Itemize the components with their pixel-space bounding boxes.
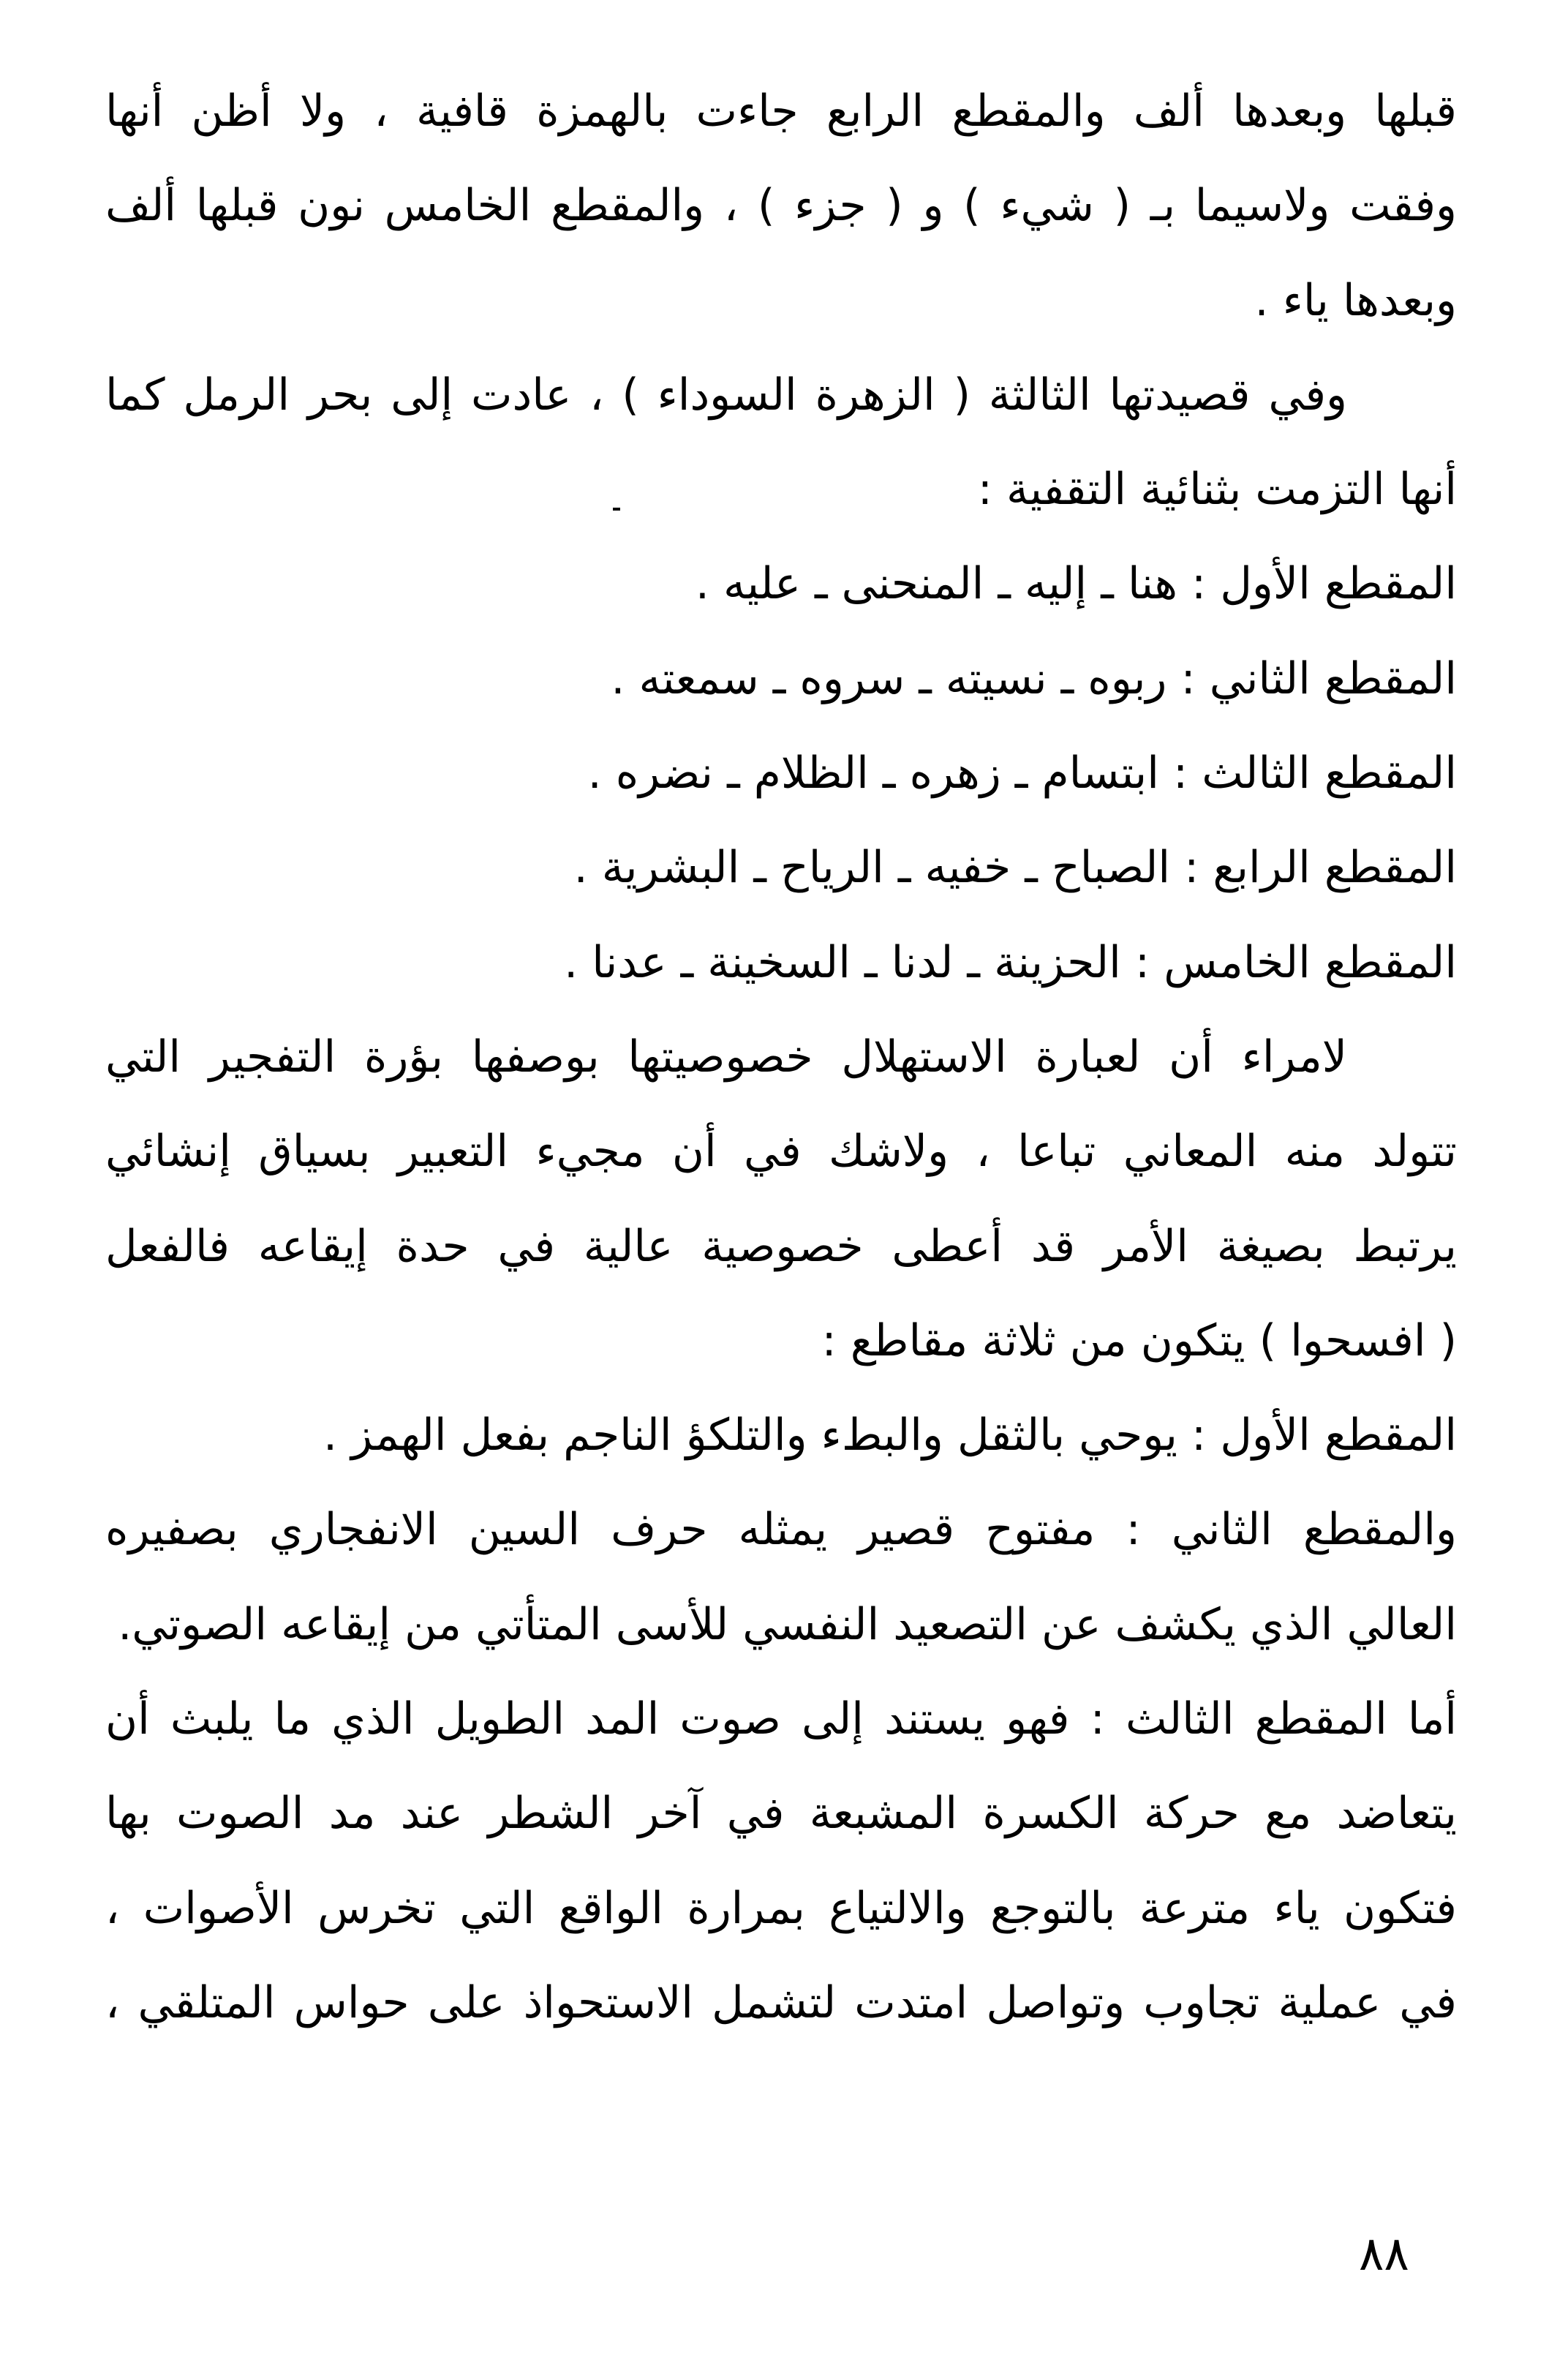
text-line-19: يتعاضد مع حركة الكسرة المشبعة في آخر الشطر عند مد الصوت بها — [105, 1788, 1457, 1840]
scan-artifact-mark — [613, 508, 620, 511]
text-line-1: قبلها وبعدها ألف والمقطع الرابع جاءت بالهمزة قافية ، ولا أظن أنها — [105, 86, 1457, 137]
syllable-line-1: المقطع الأول : هنا ـ إليه ـ المنحنى ـ عليه . — [695, 558, 1457, 610]
syllable-line-2: المقطع الثاني : ربوه ـ نسيته ـ سروه ـ سمعته . — [611, 652, 1457, 704]
text-line-12: تتولد منه المعاني تباعا ، ولاشك في أن مجيء التعبير بسياق إنشائي — [105, 1126, 1457, 1178]
text-line-13: يرتبط بصيغة الأمر قد أعطى خصوصية عالية في حدة إيقاعه فالفعل — [105, 1220, 1457, 1272]
syllable-line-4: المقطع الرابع : الصباح ـ خفيه ـ الرياح ـ البشرية . — [573, 842, 1457, 894]
text-line-21: في عملية تجاوب وتواصل امتدت لتشمل الاستحواذ على حواس المتلقي ، — [105, 1976, 1457, 2028]
text-line-14: ( افسحوا ) يتكون من ثلاثة مقاطع : — [821, 1314, 1457, 1366]
text-line-2: وفقت ولاسيما بـ ( شيء ) و ( جزء ) ، والمقطع الخامس نون قبلها ألف — [105, 180, 1457, 232]
text-line-16: والمقطع الثاني : مفتوح قصير يمثله حرف السين الانفجاري بصفيره — [105, 1504, 1457, 1556]
text-line-3: وبعدها ياء . — [1254, 274, 1457, 326]
syllable-line-3: المقطع الثالث : ابتسام ـ زهره ـ الظلام ـ نضره . — [587, 748, 1457, 800]
text-line-4: وفي قصيدتها الثالثة ( الزهرة السوداء ) ، عادت إلى بحر الرمل كما — [105, 369, 1347, 421]
text-line-11: لامراء أن لعبارة الاستهلال خصوصيتها بوصفها بؤرة التفجير التي — [105, 1031, 1347, 1083]
text-line-17: العالي الذي يكشف عن التصعيد النفسي للأسى المتأتي من إيقاعه الصوتي. — [118, 1598, 1457, 1650]
syllable-line-5: المقطع الخامس : الحزينة ـ لدنا ـ السخينة ـ عدنا . — [564, 936, 1457, 988]
text-line-15: المقطع الأول : يوحي بالثقل والبطء والتلكؤ الناجم بفعل الهمز . — [323, 1410, 1457, 1462]
page-number: ٨٨ — [1359, 2227, 1409, 2281]
text-line-5: أنها التزمت بثنائية التقفية : — [977, 464, 1457, 516]
text-line-18: أما المقطع الثالث : فهو يستند إلى صوت المد الطويل الذي ما يلبث أن — [105, 1693, 1457, 1745]
text-line-20: فتكون ياء مترعة بالتوجع والالتياع بمرارة الواقع التي تخرس الأصوات ، — [105, 1882, 1457, 1934]
body-text — [105, 64, 1457, 2050]
